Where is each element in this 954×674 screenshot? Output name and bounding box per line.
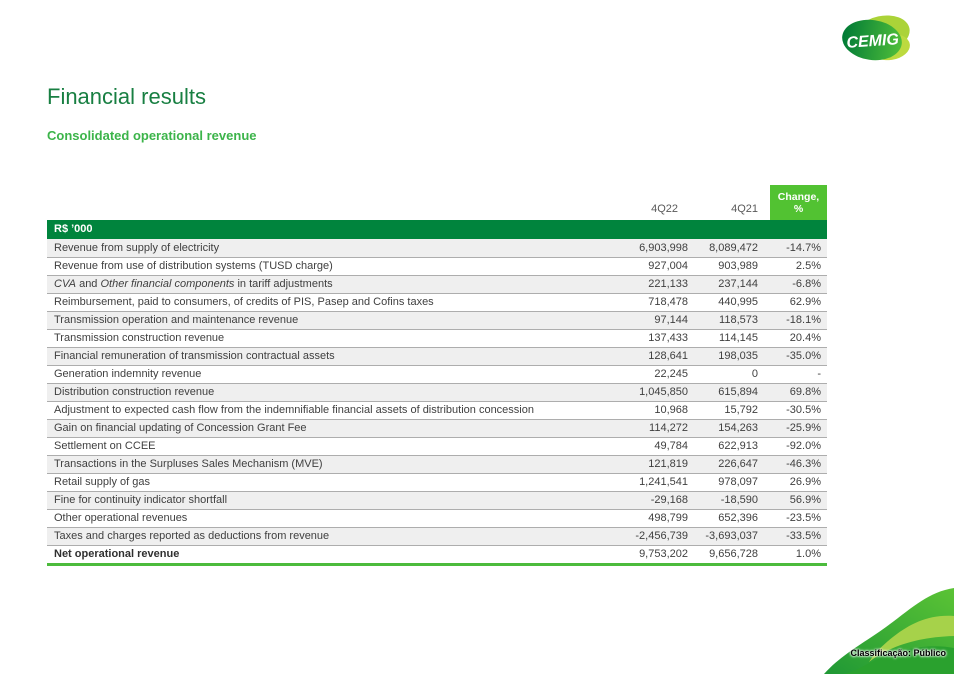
table-row bbox=[47, 329, 827, 347]
header-spacer bbox=[47, 185, 602, 220]
value-change: - bbox=[817, 368, 821, 380]
value-4q22: 10,968 bbox=[654, 404, 688, 416]
value-4q21: 903,989 bbox=[718, 260, 758, 272]
value-4q21: 652,396 bbox=[718, 512, 758, 524]
table-row bbox=[47, 419, 827, 437]
value-4q21: 9,656,728 bbox=[709, 548, 758, 560]
value-4q21: -18,590 bbox=[720, 494, 758, 506]
corner-swoosh bbox=[822, 582, 954, 674]
col-header-change bbox=[770, 185, 827, 220]
value-4q21: 198,035 bbox=[718, 350, 758, 362]
value-4q22: 1,241,541 bbox=[639, 476, 688, 488]
row-label: Reimbursement, paid to consumers, of credits of PIS, Pasep and Cofins taxes bbox=[54, 296, 434, 308]
value-4q21: 8,089,472 bbox=[709, 242, 758, 254]
table-row bbox=[47, 473, 827, 491]
row-label: Net operational revenue bbox=[54, 548, 180, 560]
cemig-logo-graphic bbox=[840, 14, 912, 64]
col-header-4q21: 4Q21 bbox=[731, 203, 758, 215]
cemig-logo bbox=[840, 14, 912, 64]
value-4q22: 221,133 bbox=[648, 278, 688, 290]
row-label: Revenue from supply of electricity bbox=[54, 242, 220, 254]
table-row bbox=[47, 509, 827, 527]
table-row bbox=[47, 347, 827, 365]
value-4q21: 114,145 bbox=[719, 332, 758, 344]
value-change: -33.5% bbox=[786, 530, 821, 542]
classification-label: Classificação: Público bbox=[850, 648, 946, 658]
value-4q21: 154,263 bbox=[718, 422, 758, 434]
value-4q22: 49,784 bbox=[654, 440, 688, 452]
value-4q21: 226,647 bbox=[718, 458, 758, 470]
value-change: 56.9% bbox=[789, 494, 821, 506]
value-change: -92.0% bbox=[786, 440, 821, 452]
row-label: Gain on financial updating of Concession Grant Fee bbox=[54, 422, 307, 434]
change-label-line2: % bbox=[793, 202, 804, 215]
row-label: Taxes and charges reported as deductions from revenue bbox=[54, 530, 330, 542]
row-label: Transactions in the Surpluses Sales Mechanism (MVE) bbox=[54, 458, 323, 470]
value-4q21: 237,144 bbox=[718, 278, 758, 290]
table-row bbox=[47, 257, 827, 275]
corner-swoosh-graphic bbox=[822, 582, 954, 674]
value-4q22: 718,478 bbox=[648, 296, 688, 308]
value-change: -25.9% bbox=[786, 422, 821, 434]
table-total-row bbox=[47, 545, 827, 563]
row-label: Financial remuneration of transmission contractual assets bbox=[54, 350, 335, 362]
page-subtitle: Consolidated operational revenue bbox=[47, 128, 257, 143]
value-4q21: 15,792 bbox=[724, 404, 758, 416]
value-4q21: 615,894 bbox=[718, 386, 758, 398]
unit-row bbox=[47, 220, 827, 239]
row-label: Distribution construction revenue bbox=[54, 386, 215, 398]
table-body bbox=[47, 239, 827, 563]
col-header-4q22: 4Q22 bbox=[651, 203, 678, 215]
table-row bbox=[47, 293, 827, 311]
row-label: Adjustment to expected cash flow from the indemnifiable financial assets of distribution concession bbox=[54, 404, 534, 416]
value-4q22: 927,004 bbox=[648, 260, 688, 272]
row-label: Transmission construction revenue bbox=[54, 332, 225, 344]
value-4q22: -29,168 bbox=[650, 494, 688, 506]
value-4q22: 128,641 bbox=[648, 350, 688, 362]
value-4q22: 6,903,998 bbox=[639, 242, 688, 254]
value-4q22: 121,819 bbox=[648, 458, 688, 470]
row-label: Retail supply of gas bbox=[54, 476, 150, 488]
value-change: 20.4% bbox=[789, 332, 821, 344]
cemig-logo-text: CEMIG bbox=[845, 31, 900, 52]
table-row bbox=[47, 275, 827, 293]
value-4q22: 9,753,202 bbox=[639, 548, 688, 560]
row-label: Fine for continuity indicator shortfall bbox=[54, 494, 228, 506]
value-change: -35.0% bbox=[786, 350, 821, 362]
value-4q21: -3,693,037 bbox=[705, 530, 758, 542]
value-change: -30.5% bbox=[786, 404, 821, 416]
table-row bbox=[47, 401, 827, 419]
value-change: -18.1% bbox=[786, 314, 821, 326]
row-label: Revenue from use of distribution systems (TUSD charge) bbox=[54, 260, 333, 272]
value-change: 26.9% bbox=[789, 476, 821, 488]
value-4q22: 137,433 bbox=[648, 332, 688, 344]
value-change: -23.5% bbox=[786, 512, 821, 524]
value-4q22: 114,272 bbox=[649, 422, 688, 434]
change-label-line1: Change, bbox=[777, 190, 820, 203]
value-change: 69.8% bbox=[789, 386, 821, 398]
value-4q21: 440,995 bbox=[718, 296, 758, 308]
table-row bbox=[47, 491, 827, 509]
value-4q21: 0 bbox=[751, 368, 758, 380]
table-row bbox=[47, 383, 827, 401]
value-change: -14.7% bbox=[786, 242, 821, 254]
value-change: 2.5% bbox=[795, 260, 821, 272]
value-4q22: 97,144 bbox=[654, 314, 688, 326]
value-change: -46.3% bbox=[786, 458, 821, 470]
value-4q21: 622,913 bbox=[718, 440, 758, 452]
table-row bbox=[47, 527, 827, 545]
page-title: Financial results bbox=[47, 84, 206, 109]
revenue-table bbox=[47, 185, 827, 566]
value-4q21: 978,097 bbox=[718, 476, 758, 488]
value-change: 1.0% bbox=[795, 548, 821, 560]
row-label: Transmission operation and maintenance revenue bbox=[54, 314, 299, 326]
table-row bbox=[47, 437, 827, 455]
row-label: Settlement on CCEE bbox=[54, 440, 156, 452]
row-label: CVA and Other financial components in tariff adjustments bbox=[54, 278, 333, 290]
row-label: Generation indemnity revenue bbox=[54, 368, 202, 380]
table-header-row bbox=[47, 185, 827, 220]
value-4q21: 118,573 bbox=[719, 314, 758, 326]
table-row bbox=[47, 365, 827, 383]
table-row bbox=[47, 455, 827, 473]
value-4q22: 1,045,850 bbox=[639, 386, 688, 398]
unit-label: R$ ’000 bbox=[54, 223, 93, 235]
value-4q22: 498,799 bbox=[648, 512, 688, 524]
value-4q22: -2,456,739 bbox=[635, 530, 688, 542]
table-row bbox=[47, 239, 827, 257]
row-label: Other operational revenues bbox=[54, 512, 188, 524]
value-change: -6.8% bbox=[792, 278, 821, 290]
table-row bbox=[47, 311, 827, 329]
value-change: 62.9% bbox=[789, 296, 821, 308]
value-4q22: 22,245 bbox=[654, 368, 688, 380]
